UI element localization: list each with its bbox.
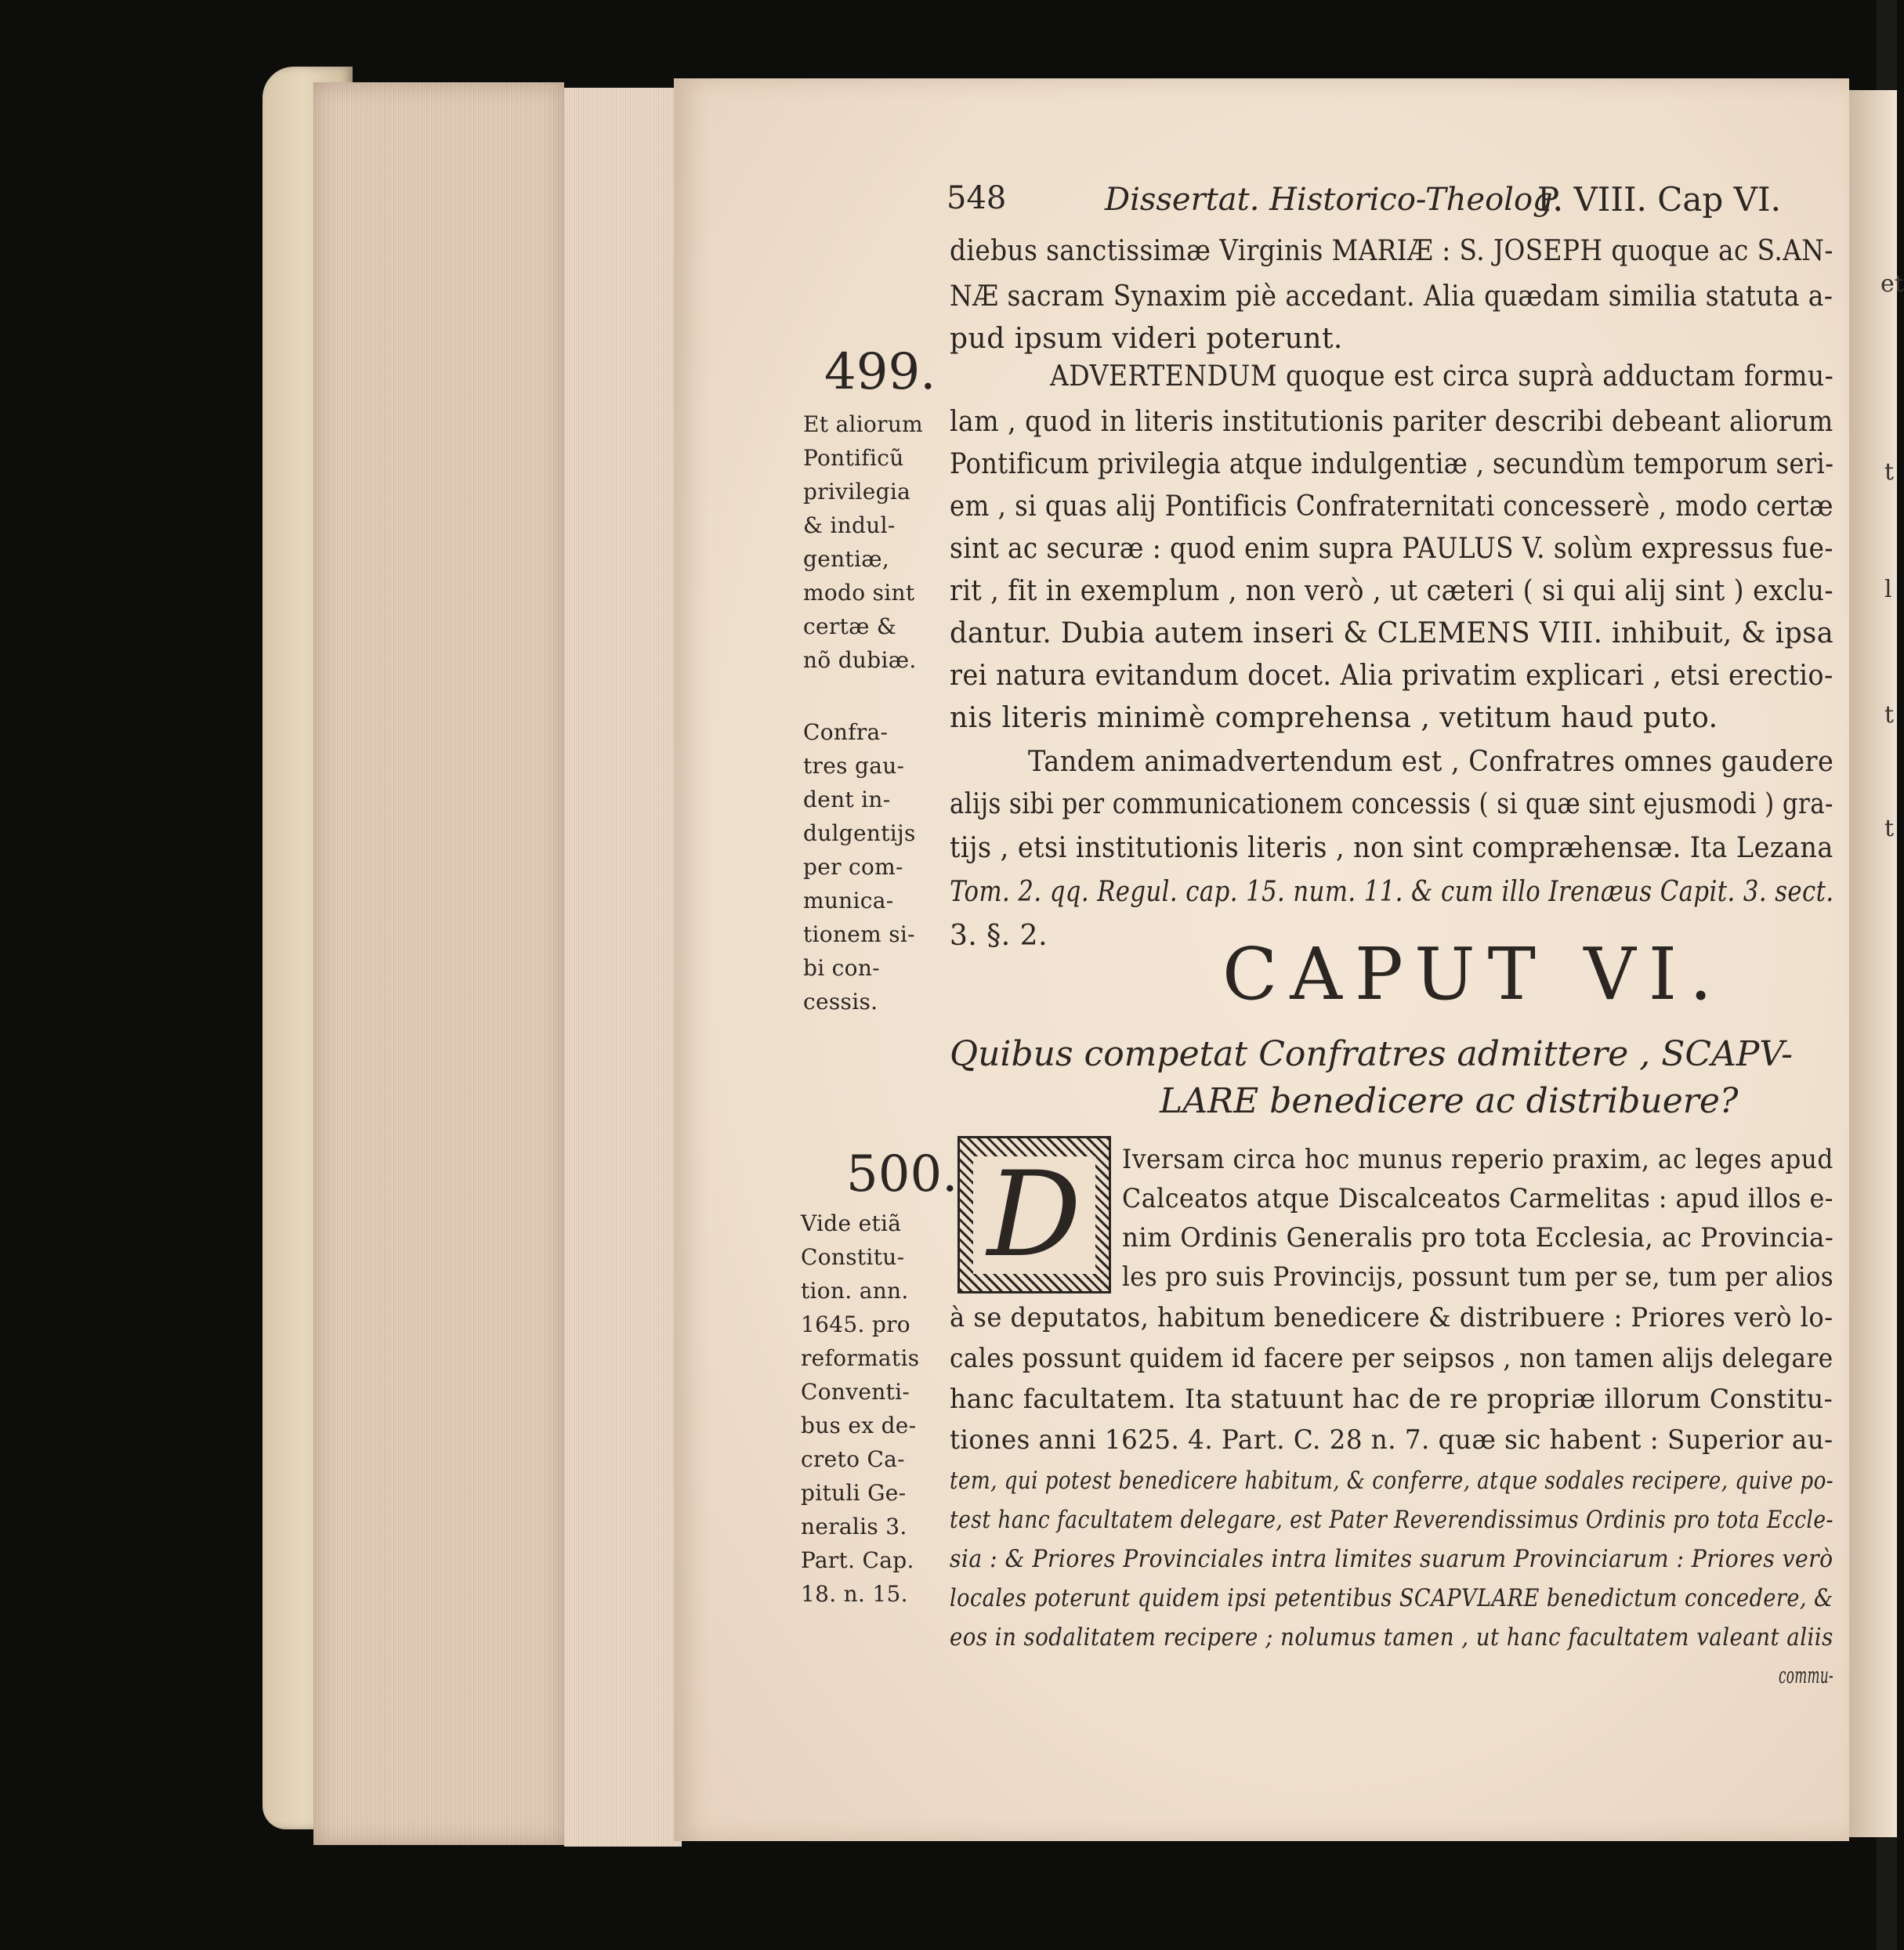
paragraph-number: 500.: [846, 1145, 958, 1203]
text-line: locales poterunt quidem ipsi petentibus SCAPVLARE benedictum concedere, &: [950, 1584, 1833, 1612]
fragment: l: [1884, 576, 1892, 603]
paragraph-number: 499.: [824, 343, 936, 401]
text-line: nis literis minimè comprehensa , vetitum haud puto.: [950, 702, 1718, 734]
fragment: t: [1884, 815, 1895, 842]
margin-line: Confra-: [803, 719, 889, 745]
text-line: tem, qui potest benedicere habitum, & conferre, atque sodales recipere, quive po-: [950, 1467, 1834, 1495]
text-line: rit , fit in exemplum , non verò , ut cæteri ( si qui alij sint ) exclu-: [950, 575, 1834, 607]
margin-line: Vide etiã: [801, 1210, 902, 1236]
chapter-subtitle: Quibus competat Confratres admittere , SCAPV-: [950, 1034, 1793, 1074]
chapter-subtitle: LARE benedicere ac distribuere?: [1160, 1081, 1739, 1121]
ornamental-initial: [957, 1136, 1111, 1293]
margin-line: & indul-: [803, 512, 896, 538]
margin-line: reformatis: [801, 1345, 920, 1371]
margin-line: dulgentijs: [803, 820, 916, 846]
part-chapter-label: P. VIII. Cap VI.: [1537, 180, 1781, 219]
text-line: test hanc facultatem delegare, est Pater Reverendissimus Ordinis pro tota Eccle-: [950, 1506, 1833, 1534]
margin-line: Pontificũ: [803, 445, 904, 471]
page-stack-left: [313, 82, 564, 1845]
facing-page-edge: [1845, 90, 1897, 1837]
text-line: hanc facultatem. Ita statuunt hac de re propriæ illorum Constitu-: [950, 1384, 1833, 1415]
text-line: tijs , etsi institutionis literis , non sint compræhensæ. Ita Lezana: [950, 832, 1833, 864]
drop-cap-letter: D: [973, 1156, 1095, 1274]
text-line: Tom. 2. qq. Regul. cap. 15. num. 11. & cum illo Irenæus Capit. 3. sect.: [950, 876, 1834, 908]
margin-line: Et aliorum: [803, 411, 924, 437]
margin-line: privilegia: [803, 479, 911, 505]
text-line: rei natura evitandum docet. Alia privatim explicari , etsi erectio-: [950, 660, 1833, 692]
text-line: les pro suis Provincijs, possunt tum per se, tum per alios: [1122, 1261, 1834, 1293]
chapter-heading: CAPUT VI.: [1222, 932, 1725, 1016]
fragment: t: [1884, 701, 1895, 729]
text-line: em , si quas alij Pontificis Confraternitati concesserè , modo certæ: [950, 490, 1833, 523]
margin-line: 18. n. 15.: [801, 1581, 908, 1607]
text-line: 3. §. 2.: [950, 920, 1048, 952]
margin-line: dent in-: [803, 787, 891, 812]
text-line: pud ipsum videri poterunt.: [950, 323, 1343, 355]
margin-line: gentiæ,: [803, 546, 890, 572]
page-stack-right: [564, 88, 682, 1847]
text-line: sint ac securæ : quod enim supra PAULUS V. solùm expressus fue-: [950, 533, 1833, 565]
margin-line: modo sint: [803, 580, 915, 606]
margin-line: munica-: [803, 888, 894, 913]
fragment: et: [1880, 270, 1904, 298]
text-line: nim Ordinis Generalis pro tota Ecclesia, ac Provincia-: [1122, 1222, 1834, 1254]
catchword: commu-: [1779, 1662, 1834, 1688]
text-line: à se deputatos, habitum benedicere & distribuere : Priores verò lo-: [950, 1302, 1833, 1333]
text-line: cales possunt quidem id facere per seipsos , non tamen alijs delegare: [950, 1343, 1833, 1374]
text-line: Tandem animadvertendum est , Confratres omnes gaudere: [1028, 746, 1834, 778]
margin-line: tionem si-: [803, 921, 915, 947]
page-number: 548: [947, 180, 1007, 216]
fragment: t: [1884, 458, 1895, 486]
margin-line: bus ex de-: [801, 1413, 917, 1438]
margin-line: bi con-: [803, 955, 880, 981]
margin-line: pituli Ge-: [801, 1480, 907, 1506]
margin-line: per com-: [803, 854, 903, 880]
margin-line: cessis.: [803, 989, 878, 1015]
text-line: ADVERTENDUM quoque est circa suprà adductam formu-: [1050, 360, 1834, 393]
running-title: Dissertat. Historico-Theolog.: [1105, 182, 1563, 218]
margin-line: creto Ca-: [801, 1446, 905, 1472]
text-line: diebus sanctissimæ Virginis MARIÆ : S. JOSEPH quoque ac S.AN-: [950, 235, 1833, 267]
margin-line: tion. ann.: [801, 1278, 909, 1304]
margin-line: 1645. pro: [801, 1311, 910, 1337]
margin-line: tres gau-: [803, 753, 905, 779]
margin-line: certæ &: [803, 613, 897, 639]
margin-line: neralis 3.: [801, 1514, 907, 1539]
text-line: Pontificum privilegia atque indulgentiæ , secundùm temporum seri-: [950, 448, 1834, 480]
text-line: alijs sibi per communicationem concessis ( si quæ sint ejusmodi ) gra-: [950, 788, 1833, 820]
margin-line: Constitu-: [801, 1244, 905, 1270]
text-line: Calceatos atque Discalceatos Carmelitas : apud illos e-: [1122, 1183, 1833, 1214]
text-line: NÆ sacram Synaxim piè accedant. Alia quædam similia statuta a-: [950, 280, 1833, 313]
text-line: eos in sodalitatem recipere ; nolumus tamen , ut hanc facultatem valeant aliis: [950, 1623, 1833, 1652]
text-line: Iversam circa hoc munus reperio praxim, ac leges apud: [1122, 1144, 1833, 1175]
text-line: lam , quod in literis institutionis pariter describi debeant aliorum: [950, 406, 1833, 438]
text-line: tiones anni 1625. 4. Part. C. 28 n. 7. quæ sic habent : Superior au-: [950, 1424, 1833, 1456]
margin-line: nõ dubiæ.: [803, 647, 917, 673]
margin-line: Part. Cap.: [801, 1547, 914, 1573]
text-line: sia : & Priores Provinciales intra limites suarum Provinciarum : Priores verò: [950, 1545, 1833, 1573]
margin-line: Conventi-: [801, 1379, 910, 1405]
text-line: dantur. Dubia autem inseri & CLEMENS VIII. inhibuit, & ipsa: [950, 617, 1834, 649]
